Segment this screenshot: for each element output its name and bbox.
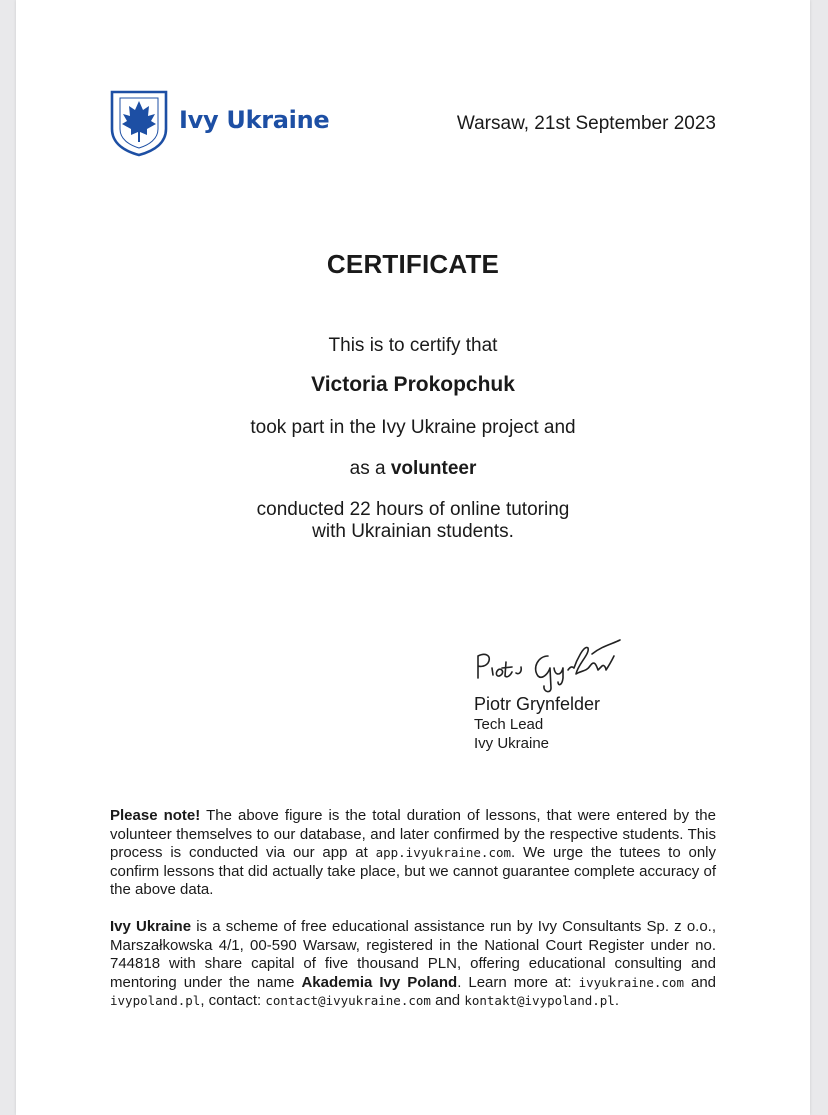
- app-url-link[interactable]: app.ivyukraine.com: [375, 845, 512, 861]
- about-label: Ivy Ukraine: [110, 918, 192, 935]
- certify-line: This is to certify that: [328, 335, 498, 356]
- contact-label: , contact:: [200, 992, 262, 1010]
- about-paragraph: [110, 918, 716, 1011]
- ivyukraine-site-link[interactable]: ivyukraine.com: [578, 974, 684, 990]
- maple-leaf-shield-icon: [109, 89, 169, 157]
- learn-more-text: . Learn more at:: [457, 973, 572, 991]
- hours-text: conducted 22 hours of online tutoring: [256, 499, 570, 520]
- issue-date: Warsaw, 21st September 2023: [456, 113, 716, 134]
- role-value: volunteer: [390, 458, 477, 479]
- role-prefix: as a: [349, 458, 386, 479]
- hours-line: [16, 499, 810, 543]
- brand-logo: [109, 89, 329, 157]
- and-text-2: and: [435, 992, 461, 1010]
- participation-line: took part in the Ivy Ukraine project and: [250, 417, 576, 438]
- brand-name: Ivy Ukraine: [179, 106, 330, 134]
- contact-email-link[interactable]: contact@ivyukraine.com: [265, 993, 431, 1009]
- recipient-name: Victoria Prokopchuk: [311, 373, 515, 396]
- students-text: with Ukrainian students.: [312, 521, 514, 542]
- akademia-brand: Akademia Ivy Poland: [301, 973, 458, 991]
- note-label: Please note!: [110, 807, 201, 824]
- signatory-title: Tech Lead: [474, 716, 544, 733]
- kontakt-email-link[interactable]: kontakt@ivypoland.pl: [464, 993, 615, 1009]
- ivypoland-site-link[interactable]: ivypoland.pl: [110, 993, 201, 1009]
- signatory-organization: Ivy Ukraine: [474, 735, 550, 752]
- signatory-block: [474, 694, 600, 753]
- role-line: [16, 458, 810, 480]
- end-period: .: [614, 992, 619, 1010]
- note-text: The above figure is the total duration of lessons, that were entered by the volunteer themselves to our database, and later confirmed by the respective students. This process is conducted via our app at: [110, 807, 716, 862]
- certificate-title: CERTIFICATE: [326, 249, 500, 279]
- and-text: and: [691, 973, 717, 991]
- note-paragraph: [110, 807, 716, 900]
- note-text-continued: . We urge the tutees to only confirm lessons that did actually take place, but we cannot guarantee complete accuracy of the above data.: [110, 844, 716, 899]
- signatory-name: Piotr Grynfelder: [474, 694, 601, 714]
- certificate-page: [16, 0, 810, 1115]
- handwritten-signature: [472, 634, 622, 694]
- about-text: is a scheme of free educational assistance run by Ivy Consultants Sp. z o.o., Marszałkowska 4/1, 00-590 Warsaw, registered in the National Court Register under no. 744818 with share capital of five thousand PLN, offering educational consulting and mentoring under the name: [110, 918, 717, 991]
